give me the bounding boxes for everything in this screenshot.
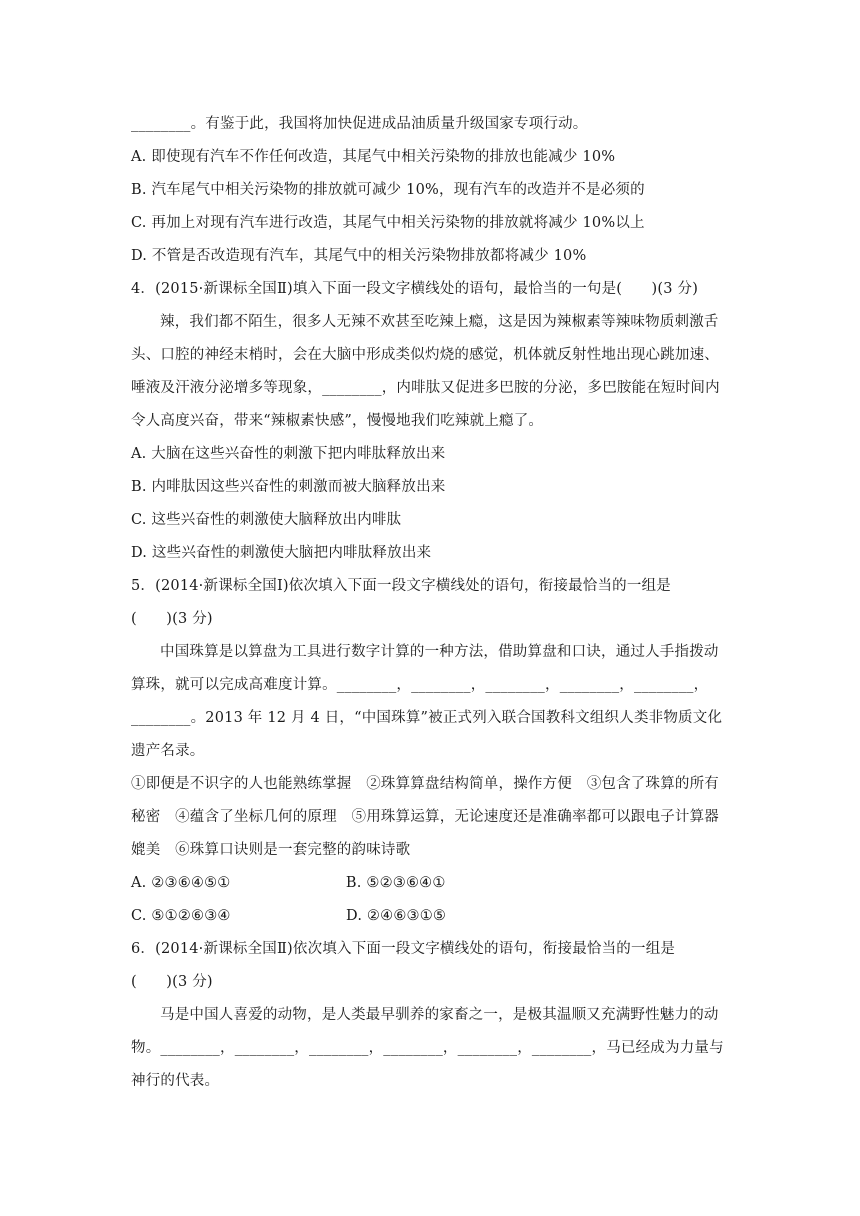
- q6-stem-score: ( )(3 分): [131, 974, 213, 990]
- q5-options-cd: C. ⑤①②⑥③④ D. ②④⑥③①⑤: [131, 908, 447, 924]
- q3-passage-end: ________。有鉴于此，我国将加快促进成品油质量升级国家专项行动。: [131, 116, 588, 132]
- q4-passage-line: 唾液及汗液分泌增多等现象，________，内啡肽又促进多巴胺的分泌，多巴胺能在短时间内: [131, 380, 720, 396]
- q5-stem: 5．(2014·新课标全国Ⅰ)依次填入下面一段文字横线处的语句，衔接最恰当的一组是: [131, 578, 671, 594]
- q6-stem: 6．(2014·新课标全国Ⅱ)依次填入下面一段文字横线处的语句，衔接最恰当的一组是: [131, 941, 676, 957]
- q5-passage-line: ________。2013 年 12 月 4 日，“中国珠算”被正式列入联合国教科文组织人类非物质文化: [131, 710, 723, 726]
- q5-items-line: 媲美 ⑥珠算口诀则是一套完整的韵味诗歌: [131, 842, 411, 858]
- q4-option-c: C. 这些兴奋性的刺激使大脑释放出内啡肽: [131, 512, 402, 528]
- q5-items-line: ①即便是不识字的人也能熟练掌握 ②珠算算盘结构简单，操作方便 ③包含了珠算的所有: [131, 776, 719, 792]
- q6-passage-line: 物。________，________，________，________，________，________，马已经成为力量与: [131, 1040, 724, 1056]
- q4-option-b: B. 内啡肽因这些兴奋性的刺激而被大脑释放出来: [131, 479, 446, 495]
- q5-passage-line: 遗产名录。: [131, 743, 205, 759]
- q3-option-a: A. 即使现有汽车不作任何改造，其尾气中相关污染物的排放也能减少 10%: [131, 149, 616, 165]
- q5-options-ab: A. ②③⑥④⑤① B. ⑤②③⑥④①: [131, 875, 446, 891]
- q3-option-c: C. 再加上对现有汽车进行改造，其尾气中相关污染物的排放就将减少 10%以上: [131, 215, 645, 231]
- q4-passage-line: 头、口腔的神经末梢时，会在大脑中形成类似灼烧的感觉，机体就反射性地出现心跳加速、: [131, 347, 719, 363]
- q4-passage-line: 辣，我们都不陌生，很多人无辣不欢甚至吃辣上瘾，这是因为辣椒素等辣味物质刺激舌: [160, 314, 719, 330]
- q3-option-b: B. 汽车尾气中相关污染物的排放就可减少 10%，现有汽车的改造并不是必须的: [131, 182, 645, 198]
- q4-option-a: A. 大脑在这些兴奋性的刺激下把内啡肽释放出来: [131, 446, 446, 462]
- q5-passage-line: 算珠，就可以完成高难度计算。________，________，________，________，________，: [131, 677, 709, 693]
- q5-passage-line: 中国珠算是以算盘为工具进行数字计算的一种方法，借助算盘和口诀，通过人手指拨动: [160, 644, 719, 660]
- q6-passage-line: 神行的代表。: [131, 1073, 220, 1089]
- q4-option-d: D. 这些兴奋性的刺激使大脑把内啡肽释放出来: [131, 545, 432, 561]
- q4-stem: 4．(2015·新课标全国Ⅱ)填入下面一段文字横线处的语句，最恰当的一句是( )(3 分): [131, 281, 699, 297]
- q3-option-d: D. 不管是否改造现有汽车，其尾气中的相关污染物排放都将减少 10%: [131, 248, 587, 264]
- q5-stem-score: ( )(3 分): [131, 611, 213, 627]
- q4-passage-line: 令人高度兴奋，带来“辣椒素快感”，慢慢地我们吃辣就上瘾了。: [131, 413, 544, 429]
- q5-items-line: 秘密 ④蕴含了坐标几何的原理 ⑤用珠算运算，无论速度还是准确率都可以跟电子计算器: [131, 809, 719, 825]
- q6-passage-line: 马是中国人喜爱的动物，是人类最早驯养的家畜之一，是极其温顺又充满野性魅力的动: [160, 1007, 719, 1023]
